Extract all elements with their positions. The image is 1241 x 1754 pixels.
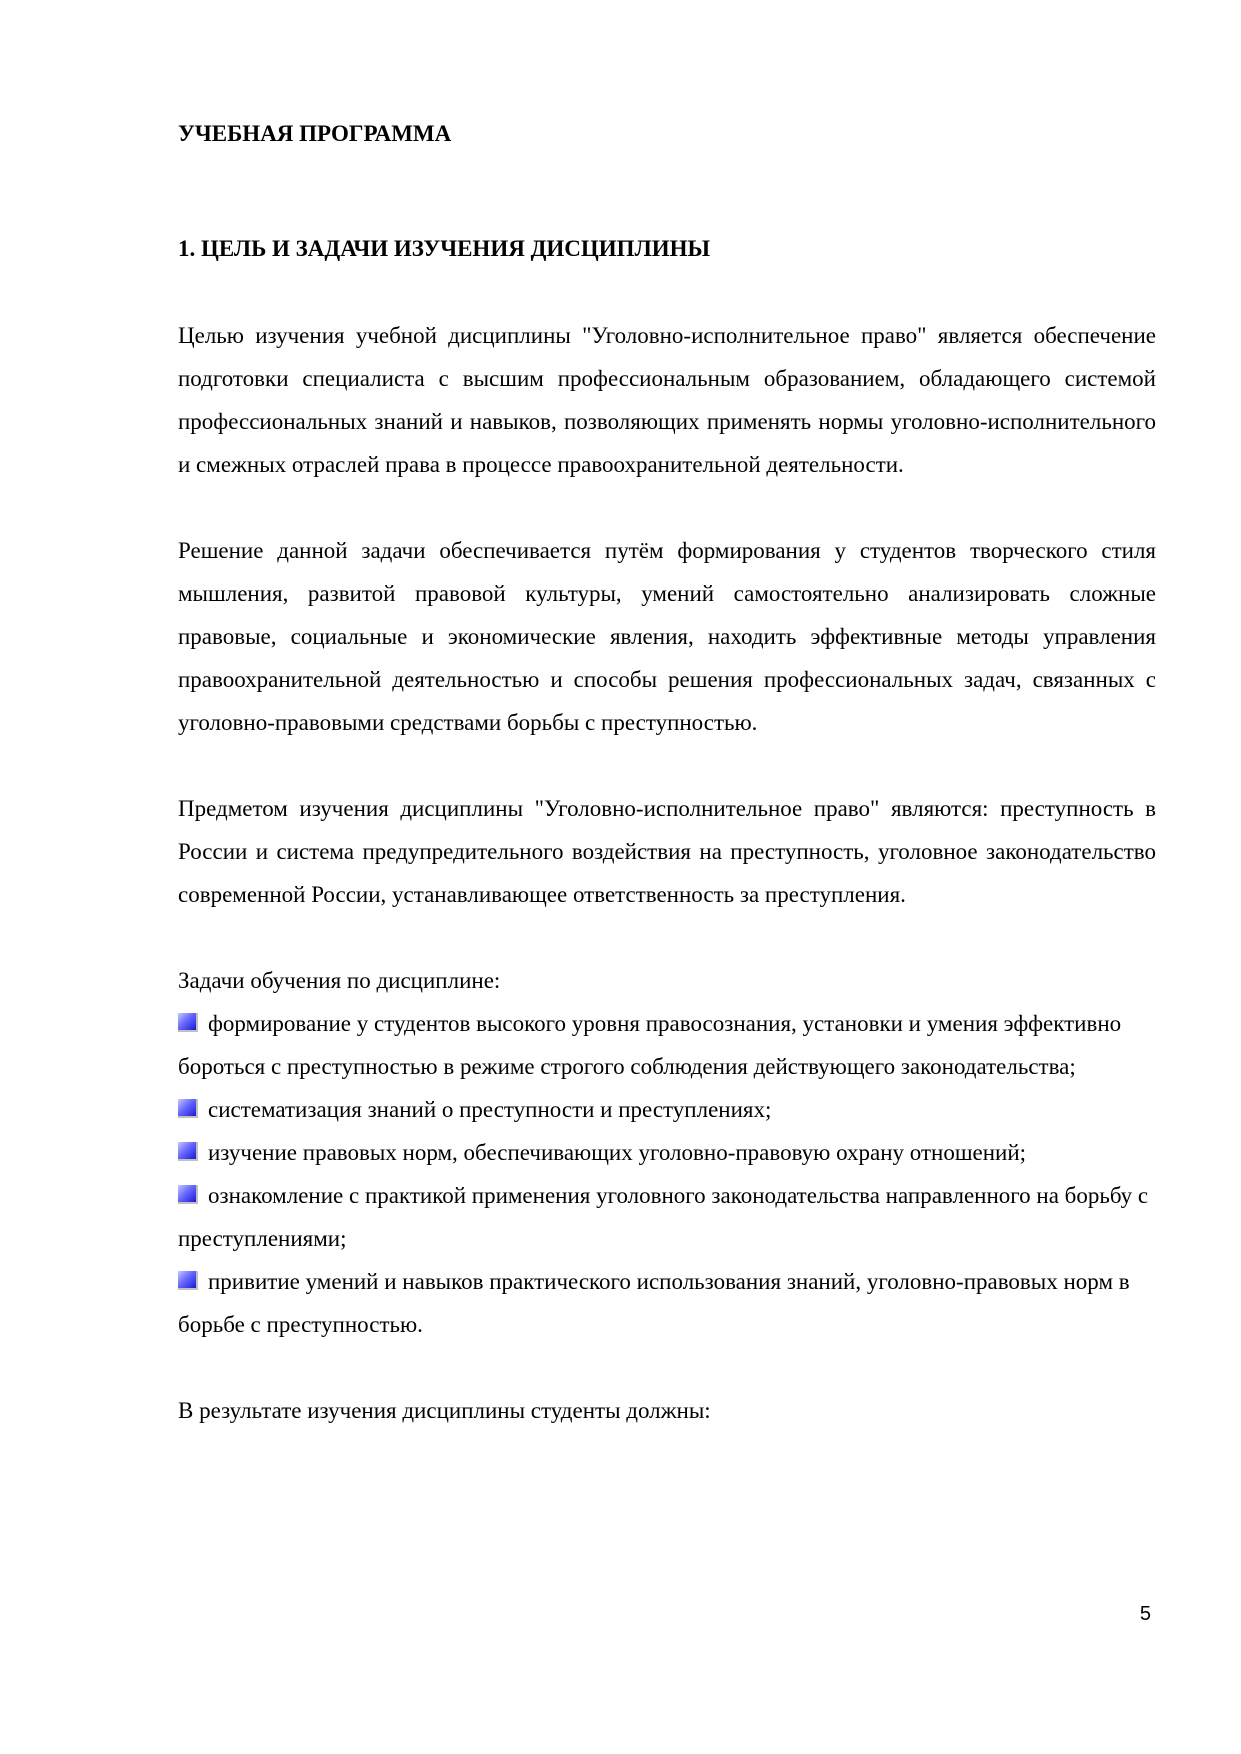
list-item [178,1260,1156,1346]
paragraph-solution: Решение данной задачи обеспечивается путём формирования у студентов творческого стиля мышления, развитой правовой культуры, умений самостоятельно анализировать сложные правовые, социальные и экономические явления, находить эффективные методы управления правоохранительной деятельностью и способы решения профессиональных задач, связанных с уголовно-правовыми средствами борьбы с преступностью. [178,538,1156,735]
paragraph-subject: Предметом изучения дисциплины "Уголовно-исполнительное право" являются: преступность в России и система предупредительного воздействия на преступность, уголовное законодательство современной России, устанавливающее ответственность за преступления. [178,796,1156,907]
list-item-text: формирование у студентов высокого уровня правосознания, установки и умения эффективно бороться с преступностью в режиме строгого соблюдения действующего законодательства; [178,1011,1122,1079]
list-item-text: систематизация знаний о преступности и преступлениях; [208,1097,772,1122]
tasks-list [178,1002,1156,1346]
square-bullet-icon [178,1099,198,1118]
square-bullet-icon [178,1271,198,1290]
section-heading: 1. ЦЕЛЬ И ЗАДАЧИ ИЗУЧЕНИЯ ДИСЦИПЛИНЫ [178,236,711,261]
page-content [178,112,1156,1432]
list-item-text: привитие умений и навыков практического использования знаний, уголовно-правовых норм в борьбе с преступностью. [178,1269,1130,1337]
tasks-intro: Задачи обучения по дисциплине: [178,968,501,993]
list-item [178,1002,1156,1088]
square-bullet-icon [178,1013,198,1032]
document-title: УЧЕБНАЯ ПРОГРАММА [178,121,452,146]
square-bullet-icon [178,1185,198,1204]
closing-line: В результате изучения дисциплины студенты должны: [178,1398,711,1423]
list-item [178,1088,1156,1131]
list-item [178,1131,1156,1174]
page-number: 5 [1139,1603,1151,1625]
paragraph-goal: Целью изучения учебной дисциплины "Уголовно-исполнительное право" является обеспечение подготовки специалиста с высшим профессиональным образованием, обладающего системой профессиональных знаний и навыков, позволяющих применять нормы уголовно-исполнительного и смежных отраслей права в процессе правоохранительной деятельности. [178,323,1156,477]
list-item-text: ознакомление с практикой применения уголовного законодательства направленного на борьбу с преступлениями; [178,1183,1149,1251]
list-item [178,1174,1156,1260]
square-bullet-icon [178,1142,198,1161]
list-item-text: изучение правовых норм, обеспечивающих уголовно-правовую охрану отношений; [208,1140,1027,1165]
